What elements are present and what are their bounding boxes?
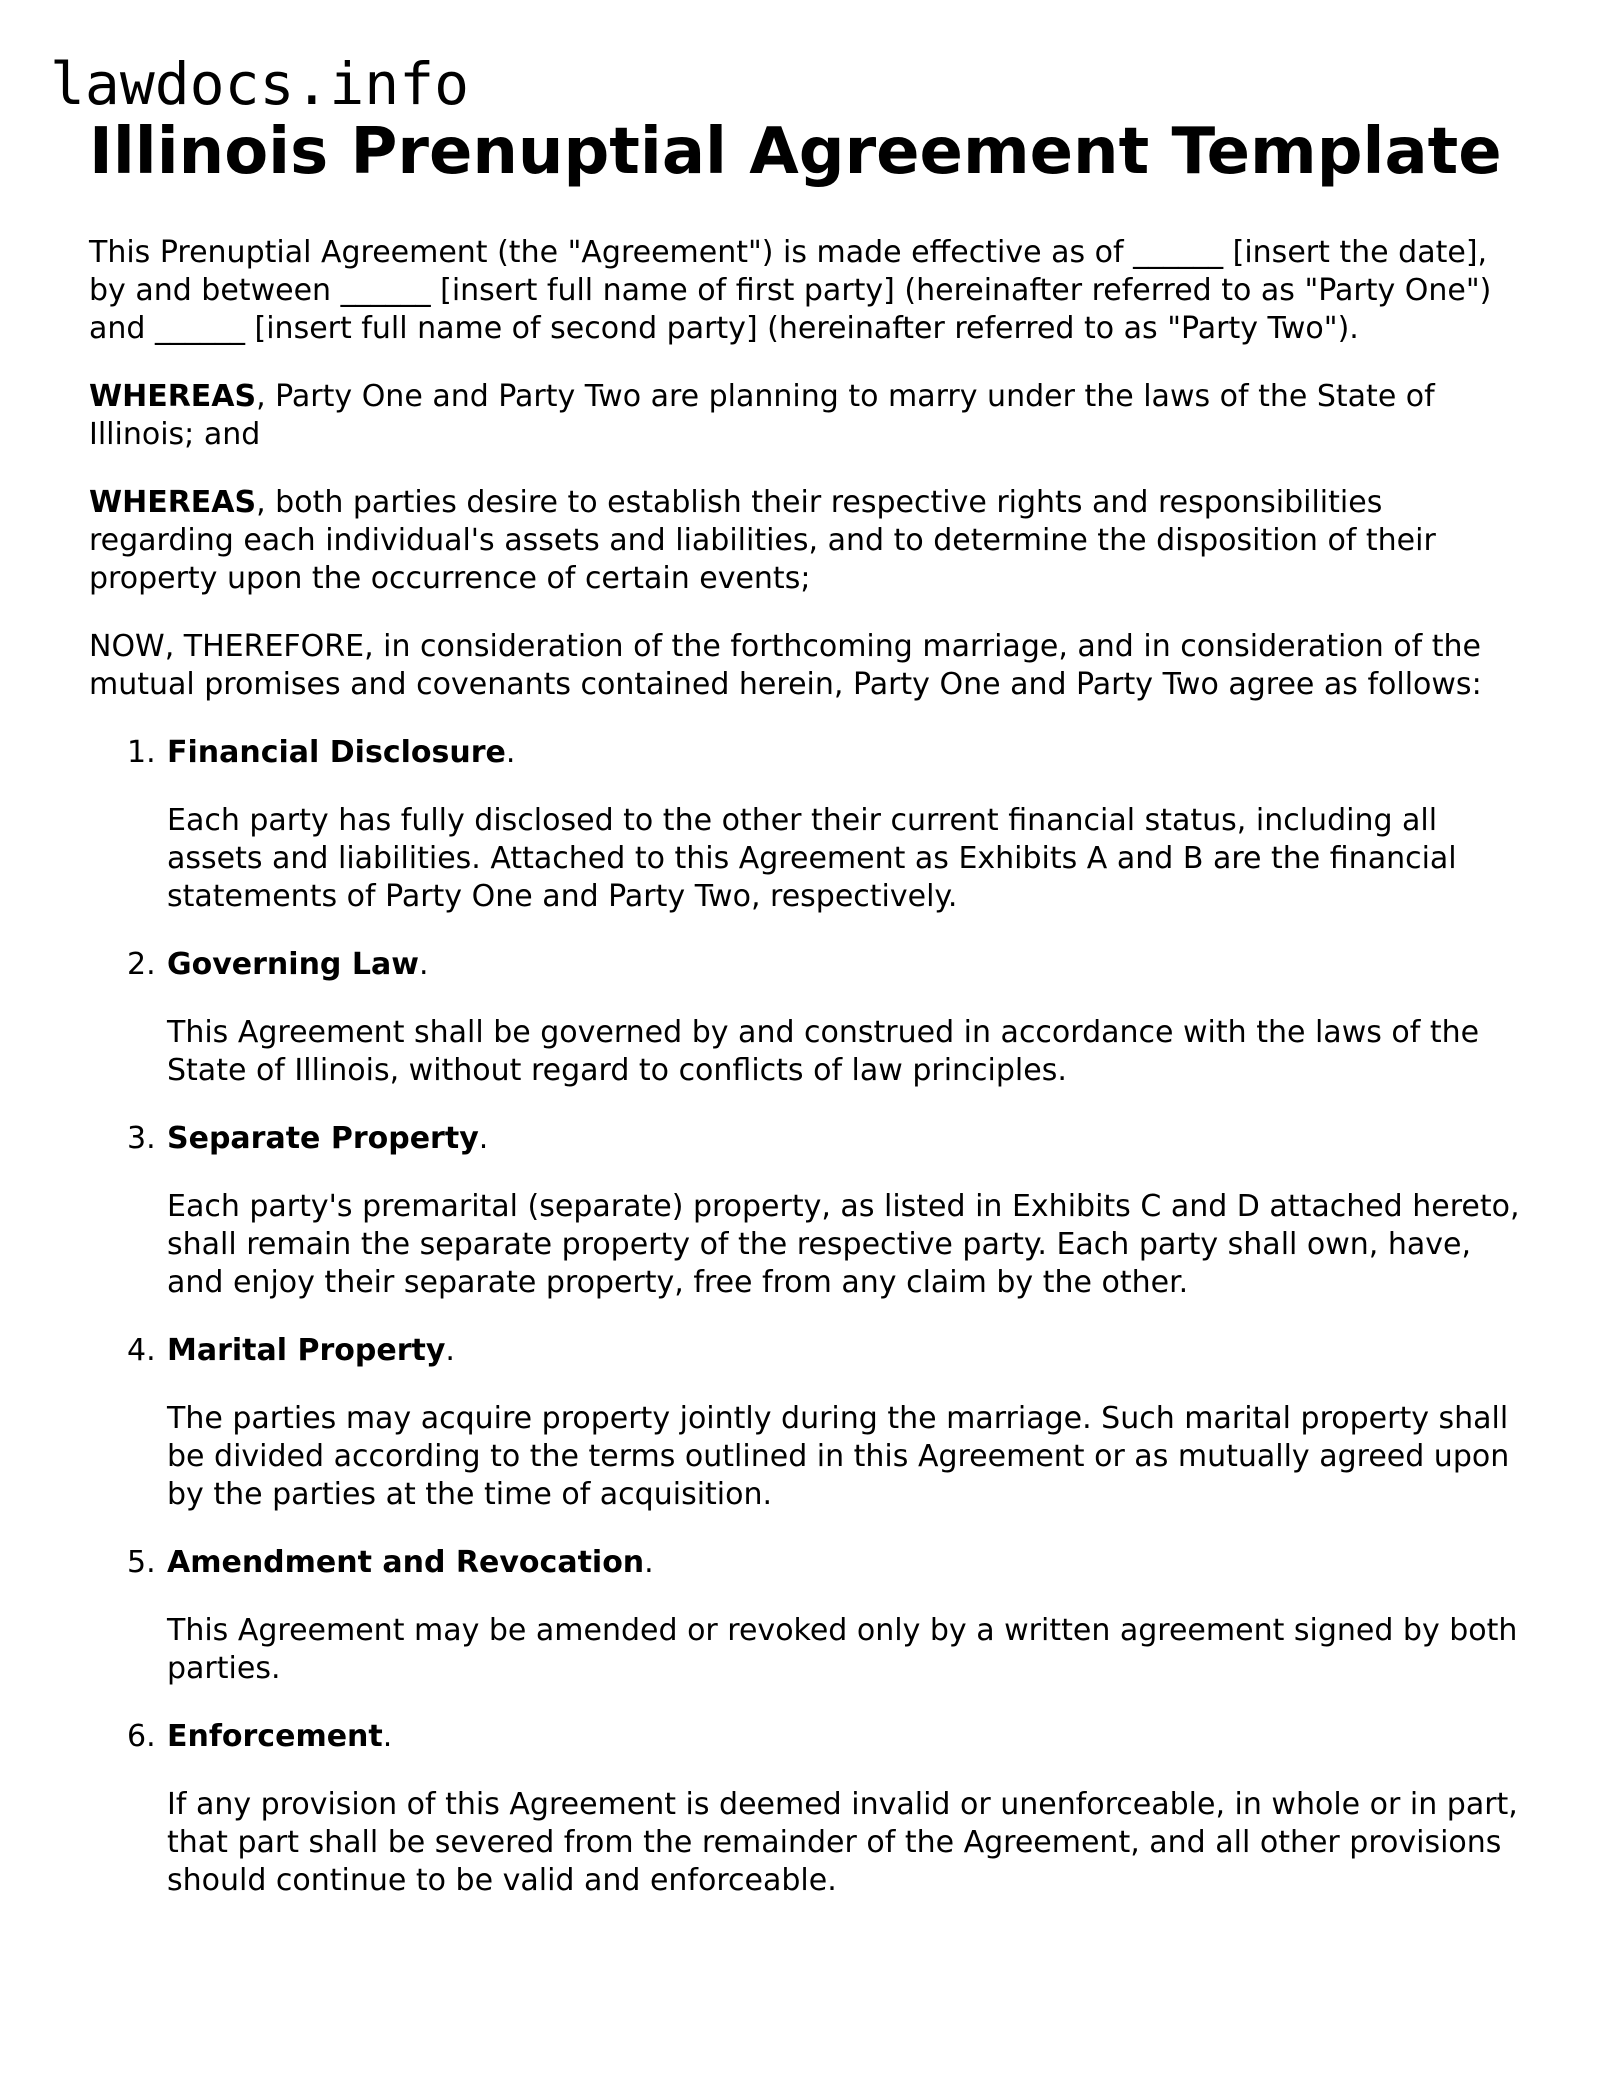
section-heading: Enforcement. — [167, 1719, 393, 1754]
section-body: This Agreement shall be governed by and construed in accordance with the laws of the State of Illinois, without regard to conflicts of law principles. — [167, 1015, 1480, 1088]
section-item — [89, 734, 1529, 916]
sections-list — [89, 734, 1529, 1900]
section-item — [89, 1544, 1529, 1688]
section-body: The parties may acquire property jointly during the marriage. Such marital property shall be divided according to the terms outlined in this Agreement or as mutually agreed upon by the parties at the time of acquisition. — [167, 1401, 1510, 1512]
section-number: 3. — [127, 1121, 156, 1156]
section-heading: Amendment and Revocation. — [167, 1545, 654, 1580]
watermark-logo: lawdocs.info — [50, 50, 470, 118]
whereas-paragraph-1 — [89, 378, 1529, 454]
section-body: Each party has fully disclosed to the other their current financial status, including all assets and liabilities. Attached to this Agreement as Exhibits A and B are the financial statements of Party One and Party Two, respectively. — [167, 803, 1457, 914]
section-item — [89, 1332, 1529, 1514]
document-page — [89, 114, 1529, 1930]
section-heading: Governing Law. — [167, 947, 429, 982]
document-title: Illinois Prenuptial Agreement Template — [89, 115, 1502, 189]
section-number: 2. — [127, 947, 156, 982]
whereas-text: , both parties desire to establish their respective rights and responsibilities regarding each individual's assets and liabilities, and to determine the disposition of their property upon the occurrence of certain events; — [89, 485, 1436, 596]
section-heading: Separate Property. — [167, 1121, 489, 1156]
section-item — [89, 1120, 1529, 1302]
section-body: If any provision of this Agreement is deemed invalid or unenforceable, in whole or in part, that part shall be severed from the remainder of the Agreement, and all other provisions should continue to be valid and enforceable. — [167, 1787, 1518, 1898]
section-number: 6. — [127, 1719, 156, 1754]
section-number: 5. — [127, 1545, 156, 1580]
now-therefore-paragraph: NOW, THEREFORE, in consideration of the forthcoming marriage, and in consideration of the mutual promises and covenants contained herein, Party One and Party Two agree as follows: — [89, 629, 1482, 702]
section-body: This Agreement may be amended or revoked only by a written agreement signed by both parties. — [167, 1613, 1518, 1686]
whereas-keyword: WHEREAS — [89, 485, 257, 520]
whereas-keyword: WHEREAS — [89, 379, 257, 414]
section-heading: Marital Property. — [167, 1333, 455, 1368]
section-number: 1. — [127, 735, 156, 770]
whereas-text: , Party One and Party Two are planning to marry under the laws of the State of Illinois; and — [89, 379, 1435, 452]
section-body: Each party's premarital (separate) property, as listed in Exhibits C and D attached hereto, shall remain the separate property of the respective party. Each party shall own, have, and enjoy their separate property, free from any claim by the other. — [167, 1189, 1520, 1300]
whereas-paragraph-2 — [89, 484, 1529, 598]
intro-paragraph: This Prenuptial Agreement (the "Agreement") is made effective as of ______ [insert the date], by and between ______ [insert full name of first party] (hereinafter referred to as "Party One") and ______ [insert full name of second party] (hereinafter referred to as "Party Two"). — [89, 235, 1492, 346]
section-item — [89, 946, 1529, 1090]
section-number: 4. — [127, 1333, 156, 1368]
section-heading: Financial Disclosure. — [167, 735, 516, 770]
section-item — [89, 1718, 1529, 1900]
